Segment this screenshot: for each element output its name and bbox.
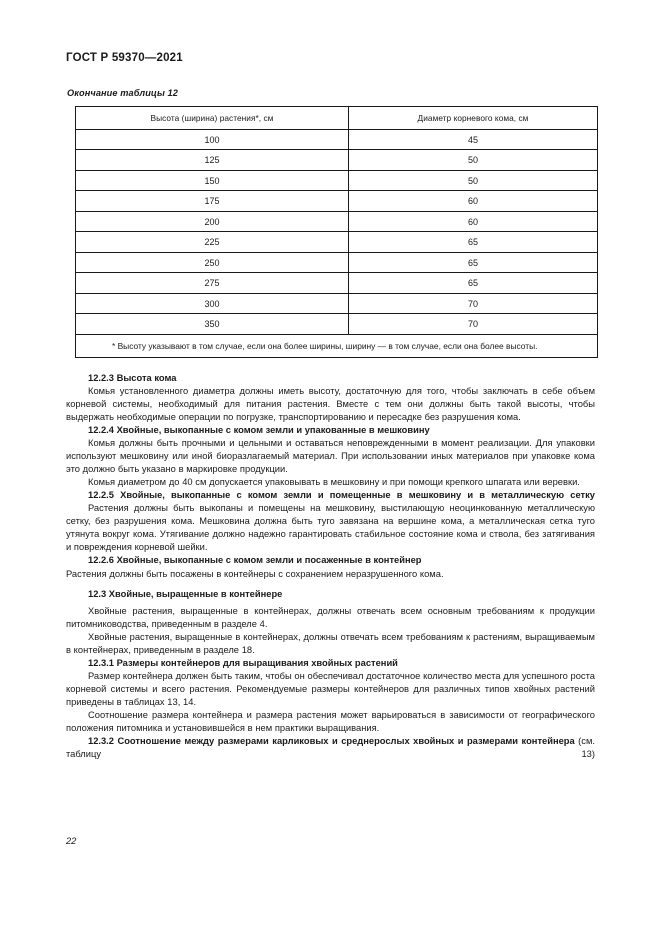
paragraph-12-3-1-b: Соотношение размера контейнера и размера растения может варьироваться в зависимости от географического положения питомника и установившейся в нем практики выращивания. [66,709,595,734]
cell-ball-diameter: 60 [349,191,598,212]
page-content [66,52,595,761]
heading-12-2-5: 12.2.5 Хвойные, выкопанные с комом земли и помещенные в мешковину и в металлическую сетку [88,490,595,501]
cell-ball-diameter: 65 [349,273,598,294]
table-row [76,232,598,253]
table-row [76,191,598,212]
table-caption: Окончание таблицы 12 [67,87,178,98]
heading-12-3-2-text: 12.3.2 Соотношение между размерами карликовых и среднерослых хвойных и размерами контейнера [88,736,575,747]
cell-plant-height: 225 [76,232,349,253]
root-ball-dimensions-table [75,106,598,358]
table-row [76,293,598,314]
cell-ball-diameter: 50 [349,170,598,191]
heading-12-2-3: 12.2.3 Высота кома [88,372,177,383]
cell-ball-diameter: 70 [349,293,598,314]
table-header-row [76,106,598,129]
cell-ball-diameter: 70 [349,314,598,335]
table-row [76,211,598,232]
cell-ball-diameter: 65 [349,252,598,273]
cell-ball-diameter: 60 [349,211,598,232]
cell-plant-height: 125 [76,150,349,171]
paragraph-12-2-6: Растения должны быть посажены в контейнеры с сохранением неразрушенного кома. [66,568,444,579]
cell-plant-height: 275 [76,273,349,294]
column-header-ball-diameter: Диаметр корневого кома, см [349,106,598,129]
heading-12-3: 12.3 Хвойные, выращенные в контейнере [88,588,283,599]
table-row [76,170,598,191]
column-header-plant-height: Высота (ширина) растения*, см [76,106,349,129]
table-row [76,252,598,273]
table-footnote: * Высоту указывают в том случае, если она более ширины, ширину — в том случае, если она более высоты. [76,334,598,357]
table-row [76,150,598,171]
table-footnote-row [76,334,598,357]
table-row [76,273,598,294]
cell-plant-height: 350 [76,314,349,335]
paragraph-12-3-a: Хвойные растения, выращенные в контейнерах, должны отвечать всем основным требованиям к продукции питомниководства, приведенным в разделе 4. [66,605,595,629]
paragraph-12-3-1-a: Размер контейнера должен быть таким, чтобы он обеспечивал достаточное количество места для успешного роста корневой системы и всего растения. Рекомендуемые размеры контейнеров для различных типов хвойных растений приведены в таблицах 13, 14. [66,670,595,707]
cell-plant-height: 150 [76,170,349,191]
cell-plant-height: 300 [76,293,349,314]
cell-plant-height: 175 [76,191,349,212]
cell-ball-diameter: 45 [349,129,598,150]
cell-plant-height: 250 [76,252,349,273]
heading-12-3-2-reference: (см. таблицу 13) [66,736,595,760]
cell-plant-height: 100 [76,129,349,150]
heading-12-2-4: 12.2.4 Хвойные, выкопанные с комом земли и упакованные в мешковину [88,424,430,435]
table-row [76,314,598,335]
cell-ball-diameter: 65 [349,232,598,253]
paragraph-12-3-b: Хвойные растения, выращенные в контейнерах, должны отвечать всем требованиям к растениям, выращиваемым в контейнерах, приведенным в разделе 18. [66,631,595,655]
heading-12-3-2 [66,735,595,761]
paragraph-12-2-4-a: Комья должны быть прочными и цельными и оставаться неповрежденными в момент реализации. Для упаковки используют мешковину или иной биоразлагаемый материал. При использовании иных материалов при упаковке кома это должно быть указано в маркировке продукции. [66,438,595,475]
paragraph-12-2-5: Растения должны быть выкопаны и помещены на мешковину, выстилающую неоцинкованную металлическую сетку, без разрушения кома. Мешковина должна быть туго завязана на вершине кома, а металлическая сетка туго утянута вокруг кома. Утягивание должно надежно гарантировать стабильное состояние кома и ствола, без затягивания и повреждения корневой шейки. [66,503,595,553]
table-row [76,129,598,150]
body-text-block [66,372,595,761]
cell-plant-height: 200 [76,211,349,232]
table-foot [76,334,598,357]
table-head [76,106,598,129]
cell-ball-diameter: 50 [349,150,598,171]
paragraph-12-2-4-b: Комья диаметром до 40 см допускается упаковывать в мешковину и при помощи крепкого шпагата или веревки. [88,477,580,488]
table-body [76,129,598,334]
page-number: 22 [66,836,77,846]
standard-number-header: ГОСТ Р 59370—2021 [66,52,183,64]
spacer [66,581,595,588]
paragraph-12-2-3: Комья установленного диаметра должны иметь высоту, достаточную для того, чтобы заключать в себе объем корневой системы, необходимый для питания растения. Вместе с тем они должны быть такой высоты, чтобы выдержать необходимые операции по погрузке, транспортированию и пересадке без разрушения кома. [66,385,595,422]
heading-12-2-6: 12.2.6 Хвойные, выкопанные с комом земли и посаженные в контейнер [88,555,422,566]
heading-12-3-1: 12.3.1 Размеры контейнеров для выращивания хвойных растений [88,657,398,668]
